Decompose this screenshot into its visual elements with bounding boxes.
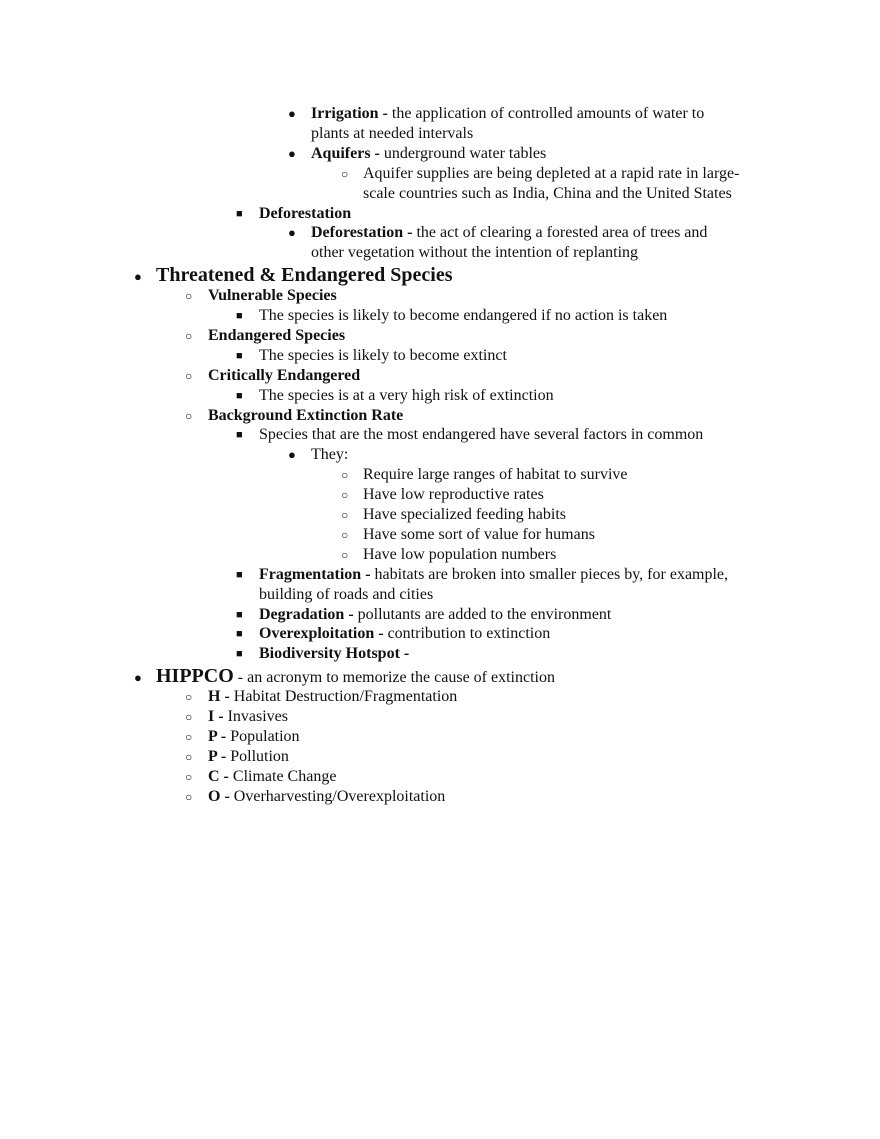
list-item xyxy=(208,286,337,306)
list-item xyxy=(311,144,546,164)
list-item xyxy=(259,306,667,326)
list-item xyxy=(259,605,611,625)
list-item-continuation: other vegetation without the intention of replanting xyxy=(311,244,639,262)
circle-bullet-icon: ○ xyxy=(341,508,349,522)
list-item xyxy=(363,545,556,565)
disc-bullet-icon: ● xyxy=(134,669,142,685)
item-term: O - xyxy=(208,787,230,805)
circle-bullet-icon: ○ xyxy=(185,749,193,764)
list-item xyxy=(208,326,345,346)
item-term: Vulnerable Species xyxy=(208,287,337,305)
item-text: Overharvesting/Overexploitation xyxy=(229,787,446,805)
section-heading xyxy=(156,664,555,690)
item-term: I - xyxy=(208,708,224,725)
item-text: Population xyxy=(226,727,300,745)
list-item xyxy=(208,687,457,707)
list-item xyxy=(363,505,566,525)
item-text: Have low population numbers xyxy=(363,545,557,563)
item-text: Require large ranges of habitat to survive xyxy=(363,466,628,484)
item-text: Pollution xyxy=(226,747,289,765)
circle-bullet-icon: ○ xyxy=(341,468,349,483)
item-term: Aquifers - xyxy=(311,144,380,162)
item-text: habitats are broken into smaller pieces by, for example, xyxy=(370,565,729,583)
item-text: They: xyxy=(311,446,349,464)
disc-bullet-icon: ● xyxy=(288,447,296,463)
item-text: contribution to extinction xyxy=(383,625,551,643)
list-item xyxy=(208,366,360,386)
item-term: Threatened & Endangered Species xyxy=(156,263,453,286)
item-term: Endangered Species xyxy=(208,326,346,344)
list-item-continuation: scale countries such as India, China and the United States xyxy=(363,184,732,202)
item-term: Degradation - xyxy=(259,605,354,623)
item-term: Irrigation - xyxy=(311,105,388,122)
list-item xyxy=(363,525,595,545)
circle-bullet-icon: ○ xyxy=(341,166,349,181)
circle-bullet-icon: ○ xyxy=(341,527,349,542)
list-item xyxy=(311,223,707,243)
list-item xyxy=(208,787,445,807)
square-bullet-icon: ■ xyxy=(236,628,243,641)
list-item xyxy=(259,624,550,644)
disc-bullet-icon: ● xyxy=(134,268,142,284)
list-item xyxy=(311,445,348,465)
disc-bullet-icon: ● xyxy=(288,225,296,241)
item-text: the act of clearing a forested area of trees and xyxy=(412,224,708,242)
square-bullet-icon: ■ xyxy=(236,568,243,581)
item-text: The species is at a very high risk of extinction xyxy=(259,386,554,404)
item-text: Aquifer supplies are being depleted at a rapid rate in large- xyxy=(363,164,740,182)
item-text: The species is likely to become extinct xyxy=(259,346,507,364)
circle-bullet-icon: ○ xyxy=(185,690,193,705)
item-term: P - xyxy=(208,727,227,745)
list-item xyxy=(208,767,336,787)
item-text: Have specialized feeding habits xyxy=(363,506,567,523)
circle-bullet-icon: ○ xyxy=(185,729,193,744)
list-item xyxy=(259,346,507,366)
square-bullet-icon: ■ xyxy=(236,207,243,220)
circle-bullet-icon: ○ xyxy=(341,488,349,503)
item-term: Background Extinction Rate xyxy=(208,406,404,424)
list-item xyxy=(208,727,300,747)
item-term: Fragmentation - xyxy=(259,565,371,583)
circle-bullet-icon: ○ xyxy=(185,289,193,304)
item-text: underground water tables xyxy=(379,144,547,162)
circle-bullet-icon: ○ xyxy=(185,789,193,804)
item-text: Invasives xyxy=(223,708,288,725)
list-item-continuation: plants at needed intervals xyxy=(311,124,474,142)
circle-bullet-icon: ○ xyxy=(185,328,193,343)
circle-bullet-icon: ○ xyxy=(185,710,193,724)
item-term: P - xyxy=(208,747,227,765)
item-text: Have low reproductive rates xyxy=(363,486,544,504)
disc-bullet-icon: ● xyxy=(288,106,296,121)
list-item-continuation: building of roads and cities xyxy=(259,585,434,603)
item-term: Critically Endangered xyxy=(208,366,361,384)
list-item xyxy=(259,425,703,445)
item-text: Climate Change xyxy=(228,767,337,785)
square-bullet-icon: ■ xyxy=(236,608,243,621)
list-item xyxy=(208,406,403,426)
list-item xyxy=(259,386,554,406)
square-bullet-icon: ■ xyxy=(236,429,243,442)
list-item xyxy=(363,465,628,485)
item-text: Species that are the most endangered have several factors in common xyxy=(259,426,704,444)
list-item xyxy=(259,565,728,585)
list-item xyxy=(363,164,739,184)
circle-bullet-icon: ○ xyxy=(185,368,193,383)
item-text: pollutants are added to the environment xyxy=(353,605,612,623)
square-bullet-icon: ■ xyxy=(236,310,243,322)
item-term: H - xyxy=(208,688,230,706)
square-bullet-icon: ■ xyxy=(236,389,243,402)
item-term: Overexploitation - xyxy=(259,625,384,643)
item-text: the application of controlled amounts of water to xyxy=(387,105,705,122)
circle-bullet-icon: ○ xyxy=(185,408,193,423)
list-item xyxy=(208,747,289,767)
item-text: The species is likely to become endangered if no action is taken xyxy=(259,307,668,324)
item-term: Deforestation xyxy=(259,204,352,222)
item-term: C - xyxy=(208,767,229,785)
list-item xyxy=(259,644,409,664)
item-text: Habitat Destruction/Fragmentation xyxy=(229,688,458,706)
item-text: - an acronym to memorize the cause of extinction xyxy=(233,668,555,686)
section-heading xyxy=(156,263,453,287)
list-item xyxy=(208,707,288,727)
item-term: Deforestation - xyxy=(311,224,413,242)
circle-bullet-icon: ○ xyxy=(185,769,193,784)
square-bullet-icon: ■ xyxy=(236,349,243,362)
item-term: Biodiversity Hotspot - xyxy=(259,645,410,663)
disc-bullet-icon: ● xyxy=(288,145,296,161)
circle-bullet-icon: ○ xyxy=(341,547,349,562)
list-item xyxy=(311,104,704,124)
list-item xyxy=(363,485,544,505)
item-term: HIPPCO xyxy=(156,664,234,687)
square-bullet-icon: ■ xyxy=(236,648,243,661)
list-item xyxy=(259,204,351,224)
item-text: Have some sort of value for humans xyxy=(363,525,595,543)
